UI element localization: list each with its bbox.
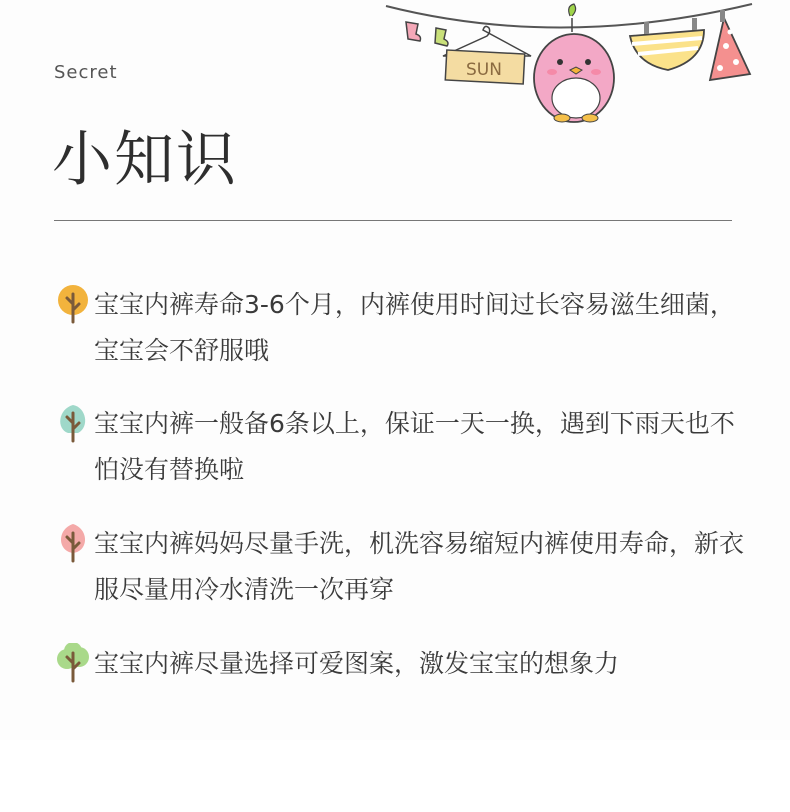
tree-icon: [56, 403, 90, 443]
svg-text:SUN: SUN: [466, 60, 502, 80]
tip-text: 宝宝内裤妈妈尽量手洗，机洗容易缩短内裤使用寿命，新衣服尽量用冷水清洗一次再穿: [94, 529, 745, 604]
tree-icon: [56, 643, 90, 683]
tree-icon: [56, 523, 90, 563]
section-eyebrow: Secret: [54, 62, 118, 83]
tip-text: 宝宝内裤一般备6条以上，保证一天一换，遇到下雨天也不怕没有替换啦: [94, 409, 735, 484]
page-title: 小知识: [52, 125, 238, 195]
tree-icon: [56, 284, 90, 324]
tip-text: 宝宝内裤尽量选择可爱图案，激发宝宝的想象力: [94, 649, 620, 678]
bottom-band: [0, 740, 790, 812]
tip-text: 宝宝内裤寿命3-6个月，内裤使用时间过长容易滋生细菌，宝宝会不舒服哦: [94, 290, 735, 365]
